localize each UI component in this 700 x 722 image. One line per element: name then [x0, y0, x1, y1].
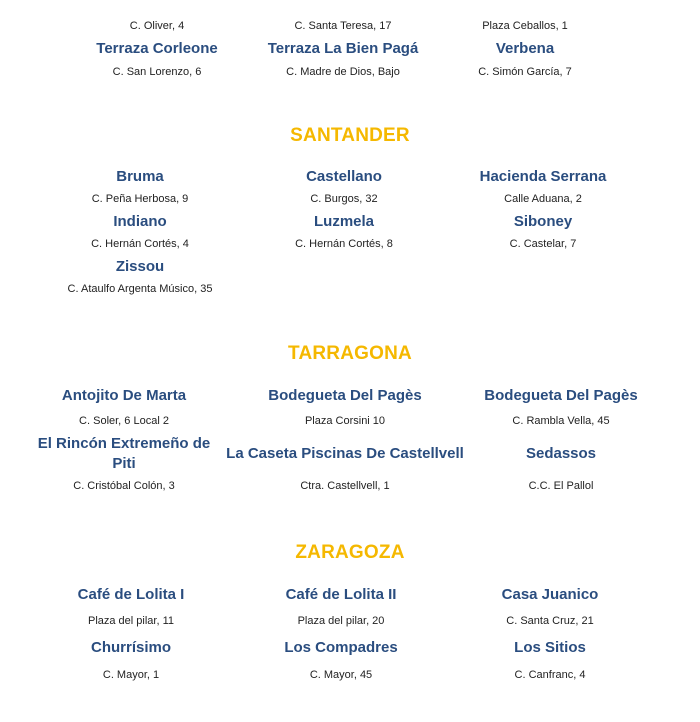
venue-address: C. Hernán Cortés, 4 [91, 238, 189, 250]
venue-address: C. Oliver, 4 [129, 20, 185, 32]
venue-address: Plaza Corsini 10 [304, 415, 386, 427]
venue-address: C. Hernán Cortés, 8 [295, 238, 393, 250]
venue-address: C. Santa Cruz, 21 [506, 615, 594, 627]
venue-name: Antojito De Marta [61, 387, 187, 404]
venue-name: Bodegueta Del Pagès [484, 387, 638, 404]
venue-name: Bruma [116, 168, 164, 185]
venue-name: Castellano [306, 168, 382, 185]
venue-name: Los Sitios [514, 639, 586, 656]
venue-name: Indiano [113, 213, 167, 230]
venue-address: C. Castelar, 7 [509, 238, 577, 250]
venue-name: Casa Juanico [501, 586, 599, 603]
venue-name: Café de Lolita II [285, 586, 397, 603]
venue-name: Hacienda Serrana [479, 168, 607, 185]
venue-address: C. Burgos, 32 [310, 193, 378, 205]
venue-name: Café de Lolita I [77, 586, 185, 603]
venue-name: Luzmela [313, 213, 375, 230]
venue-name: El Rincón Extremeño de Piti [37, 435, 211, 472]
venue-address: Calle Aduana, 2 [504, 193, 582, 205]
venue-address: C. Canfranc, 4 [514, 669, 586, 681]
venue-address: Plaza del pilar, 11 [87, 615, 175, 627]
venue-address: C. Mayor, 45 [309, 669, 373, 681]
venue-address: C. Rambla Vella, 45 [512, 415, 610, 427]
venue-address: C. San Lorenzo, 6 [112, 66, 202, 78]
venue-name: Terraza La Bien Pagá [267, 40, 419, 57]
venue-address: C. Peña Herbosa, 9 [91, 193, 189, 205]
venue-address: C. Madre de Dios, Bajo [286, 66, 400, 78]
venue-name: Sedassos [525, 445, 597, 462]
city-heading-tarragona: TARRAGONA [288, 343, 412, 364]
venue-address: Plaza Ceballos, 1 [482, 20, 568, 32]
venue-address: C. Mayor, 1 [102, 669, 160, 681]
city-heading-zaragoza: ZARAGOZA [295, 542, 405, 563]
venue-name: Verbena [495, 40, 555, 57]
venue-name: La Caseta Piscinas De Castellvell [226, 445, 464, 462]
venue-address: C. Santa Teresa, 17 [294, 20, 392, 32]
venue-address: C. Ataulfo Argenta Músico, 35 [67, 283, 213, 295]
city-heading-santander: SANTANDER [290, 125, 410, 146]
venue-name: Terraza Corleone [96, 40, 218, 57]
venue-name: Churrísimo [90, 639, 172, 656]
venue-address: Ctra. Castellvell, 1 [300, 480, 390, 492]
venue-name: Zissou [115, 258, 165, 275]
venue-name: Los Compadres [284, 639, 398, 656]
venue-address: C. Simón García, 7 [478, 66, 572, 78]
venue-name: Bodegueta Del Pagès [268, 387, 422, 404]
venue-address: Plaza del pilar, 20 [297, 615, 385, 627]
venue-address: C. Soler, 6 Local 2 [79, 415, 169, 427]
venue-address: C.C. El Pallol [528, 480, 594, 492]
venue-address: C. Cristóbal Colón, 3 [73, 480, 175, 492]
venue-name: Siboney [513, 213, 573, 230]
